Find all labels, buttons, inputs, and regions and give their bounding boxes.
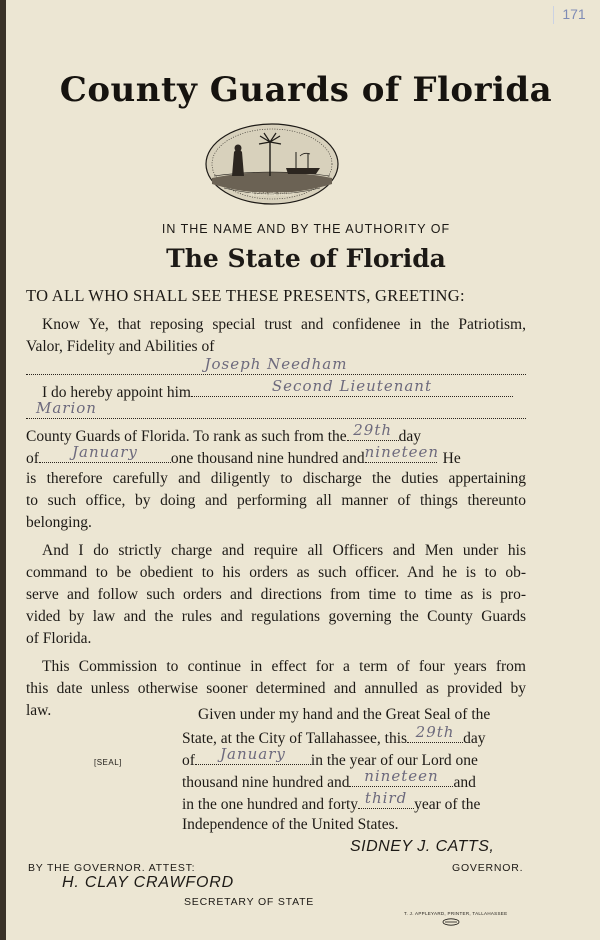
given-month-field [195, 745, 311, 765]
secretary-title: SECRETARY OF STATE [184, 896, 315, 908]
page-number: 171 [553, 6, 594, 24]
given-line: Independence of the United States. [182, 816, 399, 833]
commission-line: is therefore carefully and diligently to discharge the duties appertaining [26, 470, 526, 487]
governor-signature: SIDNEY J. CATTS, [350, 838, 495, 855]
term-line: This Commission to continue in effect for a term of four years from [42, 658, 526, 675]
given-year-field [349, 767, 453, 787]
given-text: year of the [414, 796, 481, 813]
printer-imprint: T. J. APPLEYARD, PRINTER, TALLAHASSEE [404, 911, 508, 916]
given-text: day [463, 730, 486, 747]
given-text: and [453, 774, 476, 791]
governor-title: GOVERNOR. [452, 862, 524, 874]
commission-text: County Guards of Florida. To rank as such from the [26, 428, 347, 445]
year-field [364, 443, 440, 463]
charge-line: serve and follow such orders and directions from time to time as is pro- [26, 586, 526, 603]
given-block [182, 704, 528, 836]
document-title: County Guards of Florida [59, 70, 553, 110]
given-text: thousand nine hundred and [182, 774, 350, 791]
county-field [26, 399, 526, 419]
rank-field [191, 377, 513, 397]
rank-value: Second Lieutenant [271, 377, 432, 395]
charge-line: of Florida. [26, 630, 92, 647]
given-ordinal-field [358, 789, 414, 809]
commission-line: to such office, by doing and performing all manner of things thereunto [26, 492, 526, 509]
seal-motto: IN GOD WE TRUST [249, 192, 295, 198]
county-value: Marion [36, 399, 97, 417]
term-line: this date unless otherwise sooner determined and annulled as provided by [26, 680, 526, 697]
given-day-value: 29th [415, 723, 455, 741]
year-value: nineteen [364, 443, 440, 461]
month-year-line [26, 443, 526, 468]
given-line: Given under my hand and the Great Seal of the [198, 706, 491, 723]
commission-line: Know Ye, that reposing special trust and confidenee in the Patriotism, [42, 316, 526, 333]
given-text: in the year of our Lord one [310, 752, 478, 769]
authority-line: IN THE NAME AND BY THE AUTHORITY OF [161, 222, 451, 236]
term-line: law. [26, 702, 52, 719]
given-day-field [407, 723, 463, 743]
appoint-label: I do hereby appoint him [42, 384, 191, 401]
commission-text: He [442, 450, 461, 467]
month-value: January [71, 443, 138, 461]
given-month-value: January [219, 745, 286, 763]
printer-logo-icon [442, 918, 460, 926]
given-text: State, at the City of Tallahassee, this [182, 730, 408, 747]
county-line [26, 399, 526, 424]
month-field [39, 443, 171, 463]
commission-text: of [26, 450, 39, 467]
charge-line: And I do strictly charge and require all Officers and Men under his [42, 542, 526, 559]
commission-line: belonging. [26, 514, 92, 531]
greeting-line: TO ALL WHO SHALL SEE THESE PRESENTS, GREETING: [26, 286, 465, 305]
commission-body [26, 314, 526, 722]
commission-text: one thousand nine hundred and [170, 450, 365, 467]
given-text: of [182, 752, 195, 769]
day-field [347, 421, 399, 441]
attest-label: BY THE GOVERNOR. ATTEST: [28, 862, 196, 874]
given-ordinal-value: third [364, 789, 408, 807]
seal-label: [SEAL] [94, 758, 122, 767]
charge-line: command to be obedient to his orders as such officer. And he is to ob- [26, 564, 526, 581]
secretary-signature: H. CLAY CRAWFORD [62, 874, 234, 891]
commission-line: Valor, Fidelity and Abilities of [26, 338, 215, 355]
state-seal-image [204, 122, 340, 206]
given-independence-line [182, 789, 528, 814]
charge-line: vided by law and the rules and regulations governing the County Guards [26, 608, 526, 625]
given-text: in the one hundred and forty [182, 796, 359, 813]
appointee-name-field [26, 355, 526, 375]
given-year-line [182, 767, 528, 792]
appointee-name: Joseph Needham [204, 355, 348, 373]
commission-text: day [398, 428, 422, 445]
state-heading: The State of Florida [166, 244, 446, 273]
given-year-value: nineteen [364, 767, 439, 785]
day-value: 29th [353, 421, 393, 439]
